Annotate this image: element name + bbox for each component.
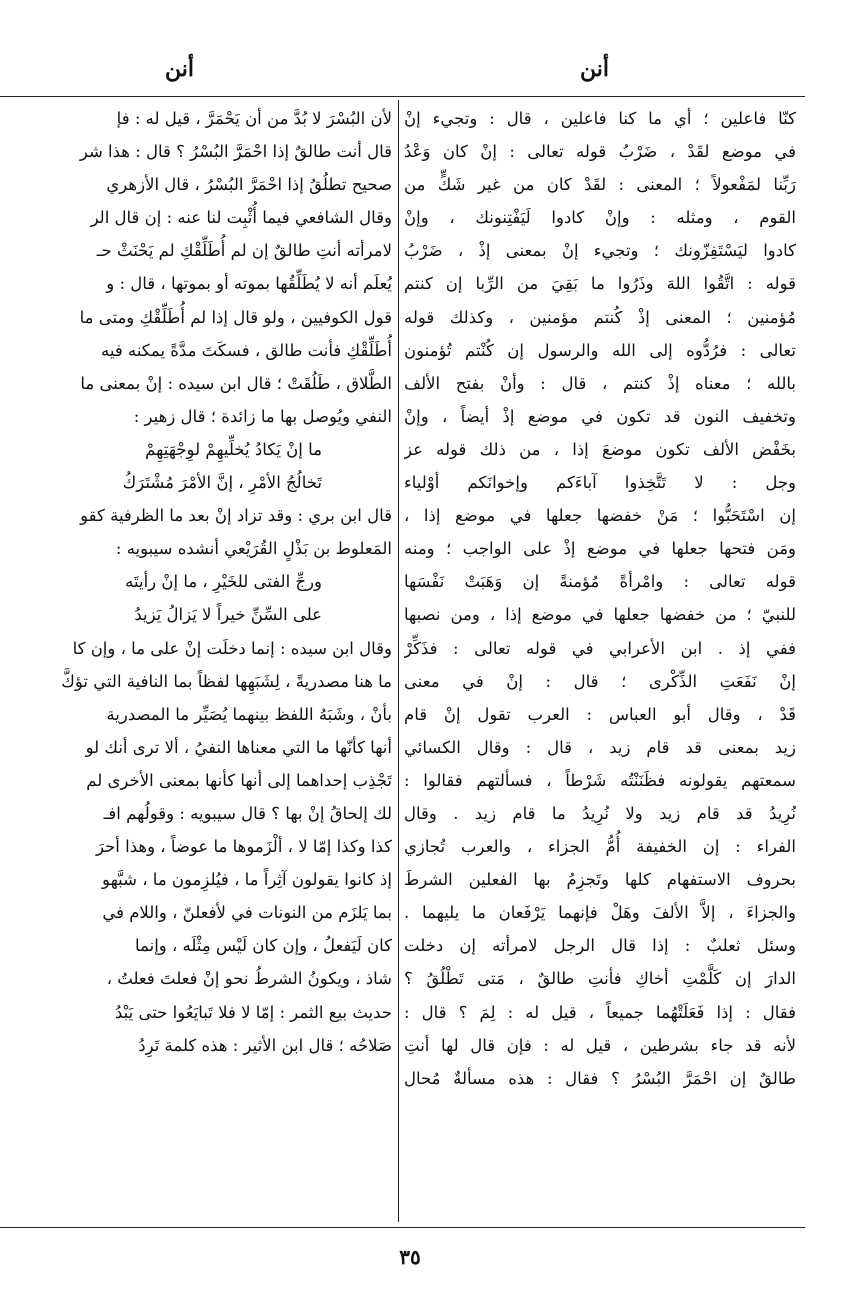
- text-line: ففي إذ . ابن الأعرابي في قوله تعالى : فذَكِّرْ: [404, 638, 796, 658]
- text-line: صَلاحُه ؛ قال ابن الأثير : هذه كلمة تَرِدُ: [138, 1035, 392, 1055]
- text-line: لأنه قد جاء بشرطين ، قيل له : فإن قال لها أنتِ: [404, 1035, 796, 1055]
- text-line: بالله ؛ معناه إذْ كنتم ، قال : وأنْ بفتح الألف: [404, 373, 796, 393]
- text-line: صحيح تطلُقُ إذا احْمَرَّ البُسْرُ ، قال الأزهري: [106, 175, 392, 195]
- text-line: ما هنا مصدريةً ، لِشَبَهِها لفظاً بما النافية التي تؤكَّ: [61, 671, 392, 691]
- text-line: قال ابن بري : وقد تزاد إنْ بعد ما الظرفية كقو: [80, 506, 392, 526]
- text-line: قوله : اتَّقُوا اللهَ وذَرُوا ما بَقِيَ من الرِّبا إن كنتم: [404, 274, 796, 294]
- text-line: لامرأته أنتِ طالقٌ إن لم أُطَلِّقْكِ لم يَحْنَثْ حـ: [96, 241, 392, 261]
- text-line: ما إنْ يَكادُ يُخلِّيهِمْ لوِجْهَتِهِمْ: [145, 439, 322, 459]
- text-line: إذ كانوا يقولون آثِراً ما ، فيُلزِمون ما ، شبَّهو: [102, 870, 392, 890]
- text-line: مُؤمنين ؛ المعنى إذْ كُنتم مؤمنين ، وكذلك قوله: [404, 307, 796, 327]
- page-number: ٣٥: [399, 1245, 421, 1269]
- text-line: حديث بيع الثمر : إمّا لا فلا تَبايَعُوا حتى يَبْدُ: [114, 1002, 392, 1022]
- text-line: طالقٌ إن احْمَرَّ البُسْرُ ؟ فقال : هذه مسألةٌ مُحال: [404, 1068, 796, 1088]
- text-line: الدارَ إن كَلَّمْتِ أخاكِ فأنتِ طالقٌ ، مَتى تَطْلُقُ ؟: [404, 969, 796, 989]
- text-line: المَعلوط بن بَذْلٍ القُرَيْعي أنشده سيبويه :: [115, 539, 392, 559]
- text-line: كنّا فاعلين ؛ أي ما كنا فاعلين ، قال : وتجيء إنْ: [404, 109, 796, 128]
- text-line: ورجِّ الفتى للخَيْرِ ، ما إنْ رأيتَه: [125, 572, 322, 592]
- text-line: الفراء : إن الخفيفة أُمُّ الجزاء ، والعرب تُجازي: [404, 837, 796, 857]
- text-line: لأن البُسْرَ لا بُدَّ من أن يَحْمَرَّ ، قيل له : فإ: [116, 109, 392, 128]
- left-column: [0, 102, 392, 1062]
- text-line: تعالى : فرُدُّوه إلى الله والرسول إن كُنْتم تُؤمنون: [404, 340, 796, 360]
- text-line: وجل : لا تَتَّخِذوا آباءَكم وإخوانَكم أوْلياء: [404, 473, 796, 493]
- text-line: إن اسْتَحَبُّوا ؛ مَنْ خفضها جعلها في موضع إذا ،: [404, 506, 796, 526]
- text-line: بما يَلزَم من النونات في لأفعلنّ ، واللام في: [102, 903, 392, 923]
- text-line: القوم ، ومثله : وإنْ كادوا لَيَفْتِنونك ، وإنْ: [404, 208, 796, 228]
- text-line: الطَّلاق ، طَلُقَتْ ؛ قال ابن سيده : إنْ بمعنى ما: [80, 373, 392, 393]
- text-line: شاذ ، ويكونُ الشرطُ نحو إنْ فعلتَ فعلتُ ،: [106, 969, 392, 989]
- text-line: كادوا ليَسْتَفِزّونك ؛ وتجيء إنْ بمعنى إذْ ، ضَرْبُ: [404, 241, 796, 261]
- top-rule: [0, 96, 805, 97]
- text-line: على السِّنِّ خيراً لا يَزالُ يَزيدُ: [134, 605, 322, 625]
- text-line: قول الكوفيين ، ولو قال إذا لم أُطَلِّقْكِ ومتى ما: [79, 307, 392, 327]
- text-line: لك إلحاقُ إنْ بها ؟ قال سيبويه : وقولُهم افـ: [103, 803, 392, 823]
- text-line: كان لَيَفعلُ ، وإن كان لَيْس مِثْلَه ، وإنما: [135, 936, 392, 956]
- text-line: إنْ نَفَعَتِ الذِّكْرى ؛ قال : إنْ في معنى: [404, 671, 796, 691]
- text-line: رَبِّنا لمَفْعولاً ؛ المعنى : لقَدْ كان من غير شَكٍّ من: [404, 175, 796, 195]
- text-line: قَدْ ، وقال أبو العباس : العرب تقول إنْ قام: [404, 704, 796, 724]
- text-line: وقال الشافعي فيما أُثْبِت لنا عنه : إن قال الر: [90, 208, 392, 228]
- text-line: ومَن فتحها جعلها في موضع إذْ على الواجب ؛ ومنه: [404, 539, 796, 559]
- text-line: فقال : إذا فَعَلَتْهُما جميعاً ، قيل له : لِمَ ؟ قال :: [404, 1002, 796, 1022]
- text-line: تَخالُجُ الأمْرِ ، إنَّ الأمْرَ مُشْتَرَكُ: [122, 473, 322, 493]
- text-line: بحروف الاستفهام كلها وتَجزِمُ بها الفعلين الشرطَ: [404, 870, 796, 890]
- text-line: للنبيّ ؛ من خفضها جعلها في موضع إذا ، ومن نصبها: [404, 605, 796, 625]
- text-line: بأنْ ، وشَبَهُ اللفظ بينهما يُصَيِّر ما المصدرية: [106, 704, 392, 724]
- right-column: [404, 102, 796, 1095]
- text-line: أنها كأنّها ما التي معناها النفيُ ، ألا ترى أنك لو: [85, 737, 392, 757]
- bottom-rule: [0, 1227, 805, 1228]
- text-line: أُطَلِّقْكِ فأنت طالق ، فسكَتَ مدَّةً يمكنه فيه: [101, 340, 392, 360]
- running-header-left: أنن: [165, 56, 194, 82]
- text-line: قوله تعالى : وامْرأةً مُؤمنةً إن وَهَبَتْ نَفْسَها: [404, 572, 796, 592]
- text-line: قال أنت طالقٌ إذا احْمَرَّ البُسْرُ ؟ قال : هذا شر: [79, 142, 392, 162]
- column-divider: [398, 100, 399, 1222]
- text-line: زيد بمعنى قد قام زيد ، قال : وقال الكسائي: [404, 737, 796, 757]
- text-line: في موضع لقَدْ ، ضَرْبُ قوله تعالى : إنْ كان وَعْدُ: [404, 142, 796, 162]
- running-header-right: أنن: [580, 56, 609, 82]
- text-line: بخَفْض الألف تكون موضعَ إذا ، من ذلك قوله عز: [404, 439, 796, 459]
- text-line: وتخفيف النون قد تكون في موضع إذْ أيضاً ، وإنْ: [404, 406, 796, 426]
- text-line: يُعلَم أنه لا يُطَلِّقُها بموته أو بموتها ، قال : و: [106, 274, 392, 294]
- text-line: تَجْذِب إحداهما إلى أنها كأنها بمعنى الأخرى لم: [86, 770, 392, 790]
- text-line: نُرِيدُ قد قام زيد ولا نُرِيدُ ما قام زيد . وقال: [404, 803, 796, 823]
- text-line: النفي ويُوصل بها ما زائدة ؛ قال زهير :: [133, 406, 392, 426]
- text-line: وسئل ثعلبٌ : إذا قال الرجل لامرأته إن دخلت: [404, 936, 796, 956]
- text-line: كذا وكذا إمّا لا ، ألْزَموها ما عوضاً ، وهذا أحرَ: [95, 837, 392, 857]
- text-line: والجزاءَ ، إلاَّ الألفَ وهَلْ فإنهما يَرْفَعان ما يليهما .: [404, 903, 796, 923]
- text-line: سمعتهم يقولونه فظَنَنْتُه شَرْطاً ، فسألتهم فقالوا :: [404, 770, 796, 790]
- text-line: وقال ابن سيده : إنما دخلَت إنْ على ما ، وإن كا: [72, 638, 392, 658]
